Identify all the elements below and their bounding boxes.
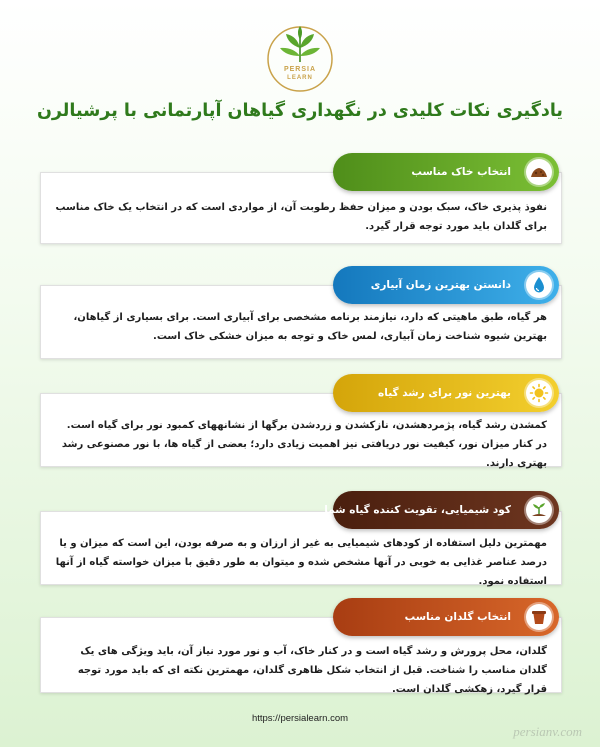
section-heading-label: دانستن بهترین زمان آبیاری [370, 279, 511, 291]
section-heading-label: بهترین نور برای رشد گیاه [378, 387, 511, 399]
section-text: کمشدن رشد گیاه، پژمردهشدن، نازکشدن و زردشدن برگها از نشانههای کمبود نور برای گیاه است. در کنار میزان نور، کیفیت نور دریافتی نیز اهمیت زیادی دارد؛ بعضی از گیاه ها، با نور مصنوعی رشد بهتری دارند. [61, 420, 547, 469]
section-heading-fertilizer [324, 491, 559, 529]
page-title: یادگیری نکات کلیدی در نگهداری گیاهان آپارتمانی با پرشیالرن [36, 101, 564, 121]
section-heading-watering [333, 266, 559, 304]
sprout-icon [526, 497, 552, 523]
section-heading-label: انتخاب خاک مناسب [411, 166, 511, 178]
logo-line1: PERSIA [283, 66, 317, 73]
section-heading-label: انتخاب گلدان مناسب [404, 611, 511, 623]
section-text: نفوذ پذیری خاک، سبک بودن و میزان حفظ رطوبت آن، از مواردی است که در انتخاب یک خاک مناسب برای گلدان باید مورد توجه قرار گیرد. [55, 202, 547, 232]
section-text: هر گیاه، طبق ماهیتی که دارد، نیازمند برنامه مشخصی برای آبیاری است. برای بسیاری از گیاهان، بهترین شیوه شناخت زمان آبیاری، لمس خاک و توجه به میزان خشکی خاک است. [73, 312, 547, 342]
logo [266, 22, 334, 96]
laurel-logo-icon [266, 22, 334, 96]
water-drop-icon [526, 272, 552, 298]
sun-icon [526, 380, 552, 406]
logo-line2: LEARN [287, 75, 313, 81]
section-heading-label: کود شیمیایی، تقویت کننده گیاه شما [324, 504, 511, 516]
flower-pot-icon [526, 604, 552, 630]
soil-icon [526, 159, 552, 185]
section-heading-light [333, 374, 559, 412]
section-text: گلدان، محل پرورش و رشد گیاه است و در کنار خاک، آب و نور مورد نیاز آن، باید ویژگی های یک گلدان مناسب را شناخت. قبل از انتخاب شکل ظاهری گلدان، مهمترین نکته ای که باید مورد توجه قرار گیرد، زهکشی گلدان است. [77, 646, 547, 695]
section-text: مهمترین دلیل استفاده از کودهای شیمیایی به غیر از ارزان و به صرفه بودن، این است که میزان و یا درصد عناصر غذایی به خوبی در آنها مشخص شده و میتوان به طور دقیق با میزان خواسته گیاه از آنها استفاده نمود. [55, 538, 547, 587]
section-heading-soil [333, 153, 559, 191]
section-heading-pot [333, 598, 559, 636]
footer-url[interactable]: https://persialearn.com [251, 713, 349, 724]
watermark: persianv.com [513, 724, 582, 739]
